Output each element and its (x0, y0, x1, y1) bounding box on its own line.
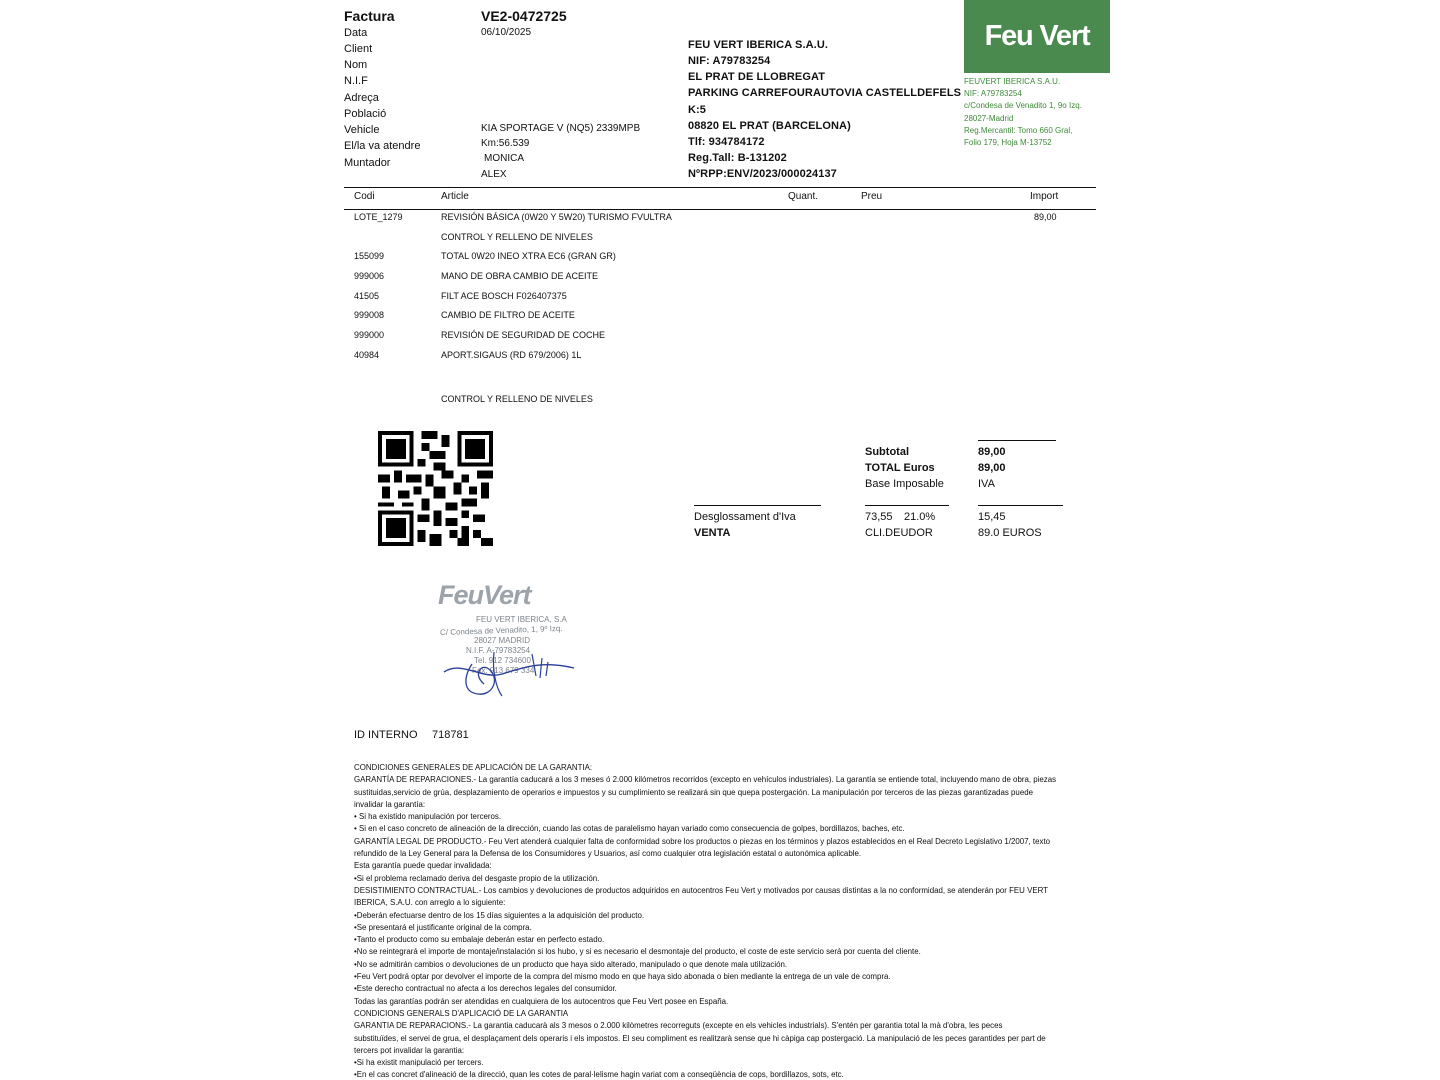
table-header-rule (344, 209, 1096, 210)
label-mechanic: Muntador (344, 157, 391, 169)
condition-line: • Si ha existido manipulación por terceros. (354, 812, 502, 822)
vehicle-value: KIA SPORTAGE V (NQ5) 2339MPB (481, 123, 641, 134)
row-article: CONTROL Y RELLENO DE NIVELES (441, 232, 593, 242)
breakdown-rule-2 (865, 505, 949, 506)
iva-value: 15,45 (978, 511, 1006, 523)
brand-info-3: c/Condesa de Venadito 1, 9o Izq. (964, 101, 1082, 110)
condition-line: •No se admitirán cambios o devoluciones de un producto que haya sido alterado, manipulado o que denote mala utilización. (354, 959, 788, 969)
col-header-article: Article (441, 191, 469, 202)
brand-info-2: NIF: A79783254 (964, 89, 1022, 98)
iva-rate: 21.0% (904, 511, 936, 523)
sale-label: VENTA (694, 527, 731, 539)
breakdown-rule-3 (978, 505, 1063, 506)
company-stamp (432, 580, 582, 702)
table-note: CONTROL Y RELLENO DE NIVELES (441, 394, 593, 404)
row-code: 999000 (354, 330, 385, 340)
row-article: TOTAL 0W20 INEO XTRA EC6 (GRAN GR) (441, 251, 616, 261)
condition-line: • Si en el caso concreto de alineación de la dirección, cuando las cotas de paralelismo hayan variado como consecuencia de golpes, bordillazos, baches, etc. (354, 824, 905, 834)
condition-line: •Tanto el producto como su embalaje deberán estar en perfecto estado. (354, 935, 605, 945)
label-date: Data (344, 27, 368, 39)
company-line-3: EL PRAT DE LLOBREGAT (688, 71, 826, 83)
condition-line: CONDICIONES GENERALES DE APLICACIÓN DE LA GARANTIA: (354, 763, 593, 772)
company-line-7: Tlf: 934784172 (688, 136, 765, 148)
warranty-conditions (354, 762, 1084, 1080)
attended-value: MONICA (484, 153, 524, 164)
condition-line: GARANTIA DE REPARACIONS.- La garantia caducarà als 3 mesos o 2.000 kilòmetres recorreguts (excepte en els vehicles industrials). S'entén per garantia total la mà d'obra, les peces (354, 1021, 1003, 1031)
stamp-line-3: 28027 MADRID (474, 636, 531, 645)
row-article: CAMBIO DE FILTRO DE ACEITE (441, 310, 575, 320)
condition-line: •No se reintegrará el importe de montaje/instalación si los hubo, y si es necesario el desmontaje del producto, el coste de este servicio será por cuenta del cliente. (354, 947, 921, 957)
col-header-amount: Import (1030, 191, 1059, 202)
company-line-8: Reg.Tall: B-131202 (688, 152, 787, 164)
condition-line: Esta garantía puede quedar invalidada: (354, 861, 492, 871)
condition-line: invalidar la garantía: (354, 799, 426, 809)
row-code: 999008 (354, 310, 385, 320)
table-top-rule (344, 187, 1096, 188)
stamp-line-5: Tel. 912 734600 (474, 656, 531, 665)
iva-label: IVA (978, 478, 995, 490)
row-article: REVISIÓN BÁSICA (0W20 Y 5W20) TURISMO FVULTRA (441, 212, 672, 222)
payment-value: 89.0 EUROS (978, 527, 1042, 539)
col-header-code: Codi (354, 191, 375, 202)
brand-logo (964, 0, 1110, 73)
condition-line: tercers pot invalidar la garantia: (354, 1045, 465, 1055)
row-code: LOTE_1279 (354, 212, 403, 222)
base-value: 73,55 (865, 511, 893, 523)
condition-line: •Feu Vert podrá optar por devolver el importe de la compra del mismo modo en que haya sido abonada o bien mediante la entrega de un vale de compra. (354, 972, 891, 982)
internal-id-label: ID INTERNO (354, 729, 418, 741)
row-code: 155099 (354, 251, 385, 261)
company-line-2: NIF: A79783254 (688, 55, 771, 67)
row-code: 41505 (354, 291, 380, 301)
brand-logo-text: Feu Vert (984, 20, 1090, 52)
condition-line: •Se presentará el justificante original de la compra. (354, 922, 532, 932)
label-client: Client (344, 43, 373, 55)
total-value: 89,00 (978, 462, 1006, 474)
breakdown-rule-1 (694, 505, 821, 506)
label-town: Població (344, 108, 387, 120)
invoice-date: 06/10/2025 (481, 27, 532, 38)
brand-info-1: FEUVERT IBERICA S.A.U. (964, 77, 1061, 86)
row-code: 999006 (354, 271, 385, 281)
total-label: TOTAL Euros (865, 462, 935, 474)
invoice-number: VE2-0472725 (481, 8, 567, 24)
brand-info-5: Reg.Mercantil: Tomo 660 Gral, (964, 126, 1073, 135)
stamp-logo: FeuVert (438, 580, 531, 610)
label-attended: El/la va atendre (344, 140, 421, 152)
row-article: APORT.SIGAUS (RD 679/2006) 1L (441, 350, 582, 360)
condition-line: Todas las garantías podrán ser atendidas en cualquiera de los autocentros que Feu Vert posee en España. (354, 996, 729, 1006)
km-value: Km:56.539 (481, 138, 530, 149)
label-name: Nom (344, 59, 368, 71)
brand-info-6: Folio 179, Hoja M-13752 (964, 138, 1052, 147)
stamp-line-2: C/ Condesa de Venadito, 1, 9º Izq. (439, 623, 563, 638)
handwritten-signature (432, 640, 582, 702)
condition-line: GARANTÍA LEGAL DE PRODUCTO.- Feu Vert atenderá cualquier falta de conformidad sobre los productos o piezas en los términos y plazos establecidos en el Real Decreto Legislativo 1/2007, texto (354, 836, 1051, 846)
company-line-9: NºRPP:ENV/2023/000024137 (688, 168, 837, 180)
condition-line: refundido de la Ley General para la Defensa de los Consumidores y Usuarios, así como cualquier otra legislación estatal o autonómica aplicable. (354, 849, 862, 859)
stamp-line-4: N.I.F. A-79783254 (466, 646, 531, 655)
company-line-6: 08820 EL PRAT (BARCELONA) (688, 120, 851, 132)
row-code: 40984 (354, 350, 380, 360)
label-address: Adreça (344, 92, 379, 104)
label-vehicle: Vehicle (344, 124, 380, 136)
base-label: Base Imposable (865, 478, 944, 490)
condition-line: sustituidas,servicio de grúa, desplazamiento de operarios e impuestos y su cumplimiento se realizará sin que quepa postergación. La manipulación por terceros de las piezas garantizadas puede (354, 787, 1033, 797)
condition-line: CONDICIONS GENERALS D'APLICACIÓ DE LA GARANTIA (354, 1008, 569, 1018)
row-amount: 89,00 (1034, 212, 1057, 222)
breakdown-label: Desglossament d'Iva (694, 511, 796, 523)
condition-line: •Si ha existit manipulació per tercers. (354, 1058, 484, 1068)
col-header-qty: Quant. (788, 191, 819, 202)
subtotal-value: 89,00 (978, 446, 1006, 458)
row-article: FILT ACE BOSCH F026407375 (441, 291, 567, 301)
company-line-4: PARKING CARREFOURAUTOVIA CASTELLDEFELS (688, 87, 962, 99)
internal-id-value: 718781 (432, 729, 469, 741)
row-article: MANO DE OBRA CAMBIO DE ACEITE (441, 271, 599, 281)
totals-top-rule (978, 440, 1056, 441)
mechanic-value: ALEX (481, 169, 507, 180)
subtotal-label: Subtotal (865, 446, 909, 458)
brand-info-4: 28027-Madrid (964, 114, 1014, 123)
row-article: REVISIÓN DE SEGURIDAD DE COCHE (441, 330, 606, 340)
condition-line: DESISTIMIENTO CONTRACTUAL.- Los cambios y devoluciones de productos adquiridos en autocentros Feu Vert y motivados por causas distintas a la no conformidad, se atenderán por FEU VERT (354, 885, 1048, 895)
stamp-line-1: FEU VERT IBERICA, S.A (476, 615, 567, 624)
condition-line: •Este derecho contractual no afecta a los derechos legales del consumidor. (354, 984, 617, 994)
condition-line: •Deberán efectuarse dentro de los 15 días siguientes a la adquisición del producto. (354, 910, 645, 920)
condition-line: •Si el problema reclamado deriva del desgaste propio de la utilización. (354, 873, 600, 883)
payment-label: CLI.DEUDOR (865, 527, 933, 539)
label-nif: N.I.F (344, 75, 368, 87)
condition-line: GARANTÍA DE REPARACIONES.- La garantía caducará a los 3 meses ó 2.000 kilómetros recorridos (excepto en vehículos industriales). La garantía se entiende total, incluyendo mano de obra, piezas (354, 775, 1057, 785)
condition-line: •En el cas concret d'alineació de la direcció, quan les cotes de paral·lelisme hagin variat com a conseqüència de cops, bordillazos, sots, etc. (354, 1070, 844, 1080)
condition-line: IBERICA, S.A.U. con arreglo a lo siguiente: (354, 898, 506, 908)
col-header-price: Preu (861, 191, 883, 202)
invoice-title: Factura (344, 8, 395, 24)
company-line-5: K:5 (688, 104, 707, 116)
stamp-line-6: Fax. 913 679 334 (472, 666, 535, 675)
company-line-1: FEU VERT IBERICA S.A.U. (688, 39, 829, 51)
condition-line: substituïdes, el servei de grua, el desplaçament dels operaris i els impostos. El seu compliment es realitzarà sense que hi càpiga cap postergació. La manipulació de les peces garantides per part de (354, 1033, 1046, 1043)
qr-code (378, 431, 493, 546)
